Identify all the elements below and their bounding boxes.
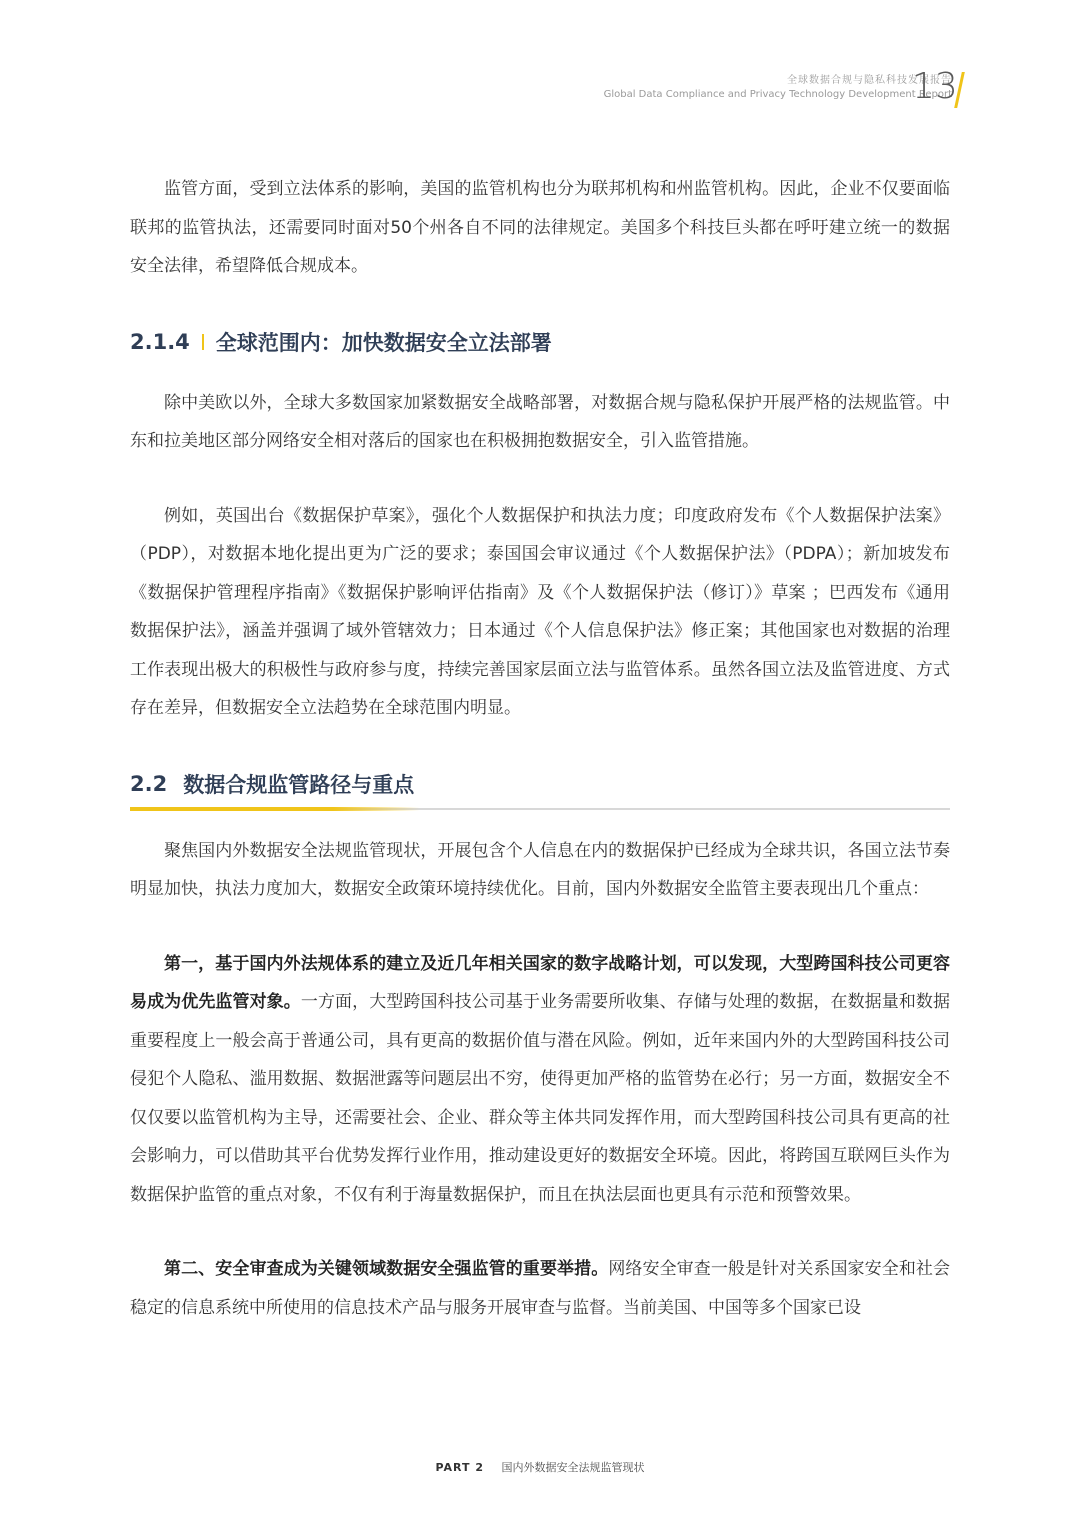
footer-part-label: PART 2: [435, 1461, 485, 1474]
header-title-cn: 全球数据合规与隐私科技发展报告: [787, 75, 952, 86]
heading-rule: [130, 808, 950, 810]
section-heading-2-2: [130, 764, 950, 804]
footer-part-title: 国内外数据安全法规监管现状: [501, 1461, 645, 1474]
heading-accent-bar: [202, 334, 204, 350]
paragraph-global-1: 除中美欧以外，全球大多数国家加紧数据安全战略部署，对数据合规与隐私保护开展严格的法规监管。中东和拉美地区部分网络安全相对落后的国家也在积极拥抱数据安全，引入监管措施。: [130, 392, 950, 451]
page-body: [130, 170, 950, 1327]
paragraph-second-point: [130, 1250, 950, 1327]
paragraph-intro: 监管方面，受到立法体系的影响，美国的监管机构也分为联邦机构和州监管机构。因此，企业不仅要面临联邦的监管执法，还需要同时面对50个州各自不同的法律规定。美国多个科技巨头都在呼吁建立统一的数据安全法律，希望降低合规成本。: [130, 179, 950, 276]
first-point-lead: 第一，基于国内外法规体系的建立及近几年相关国家的数字战略计划，可以发现，大型跨国科技公司更容易成为优先监管对象。: [130, 953, 950, 1012]
running-header: [604, 74, 952, 102]
section-title: 全球范围内：加快数据安全立法部署: [215, 330, 552, 355]
first-point-body: 一方面，大型跨国科技公司基于业务需要所收集、存储与处理的数据，在数据量和数据重要程度上一般会高于普通公司，具有更高的数据价值与潜在风险。例如，近年来国内外的大型跨国科技公司侵犯个人隐私、滥用数据、数据泄露等问题层出不穷，使得更加严格的监管势在必行；另一方面，数据安全不仅仅要以监管机构为主导，还需要社会、企业、群众等主体共同发挥作用，而大型跨国科技公司具有更高的社会影响力，可以借助其平台优势发挥行业作用，推动建设更好的数据安全环境。因此，将跨国互联网巨头作为数据保护监管的重点对象，不仅有利于海量数据保护，而且在执法层面也更具有示范和预警效果。: [130, 992, 951, 1205]
paragraph-first-point: [130, 945, 950, 1215]
paragraph-focus-intro: 聚焦国内外数据安全法规监管现状，开展包含个人信息在内的数据保护已经成为全球共识，各国立法节奏明显加快，执法力度加大，数据安全政策环境持续优化。目前，国内外数据安全监管主要表现出几个重点：: [130, 840, 950, 899]
running-footer: [0, 1459, 1080, 1475]
section-number: 2.1.4: [130, 329, 190, 354]
section-heading-2-1-4: [130, 322, 950, 362]
second-point-body: 网络安全审查一般是针对关系国家安全和社会稳定的信息系统中所使用的信息技术产品与服务开展审查与监督。当前美国、中国等多个国家已设: [130, 1259, 951, 1318]
paragraph-global-2: 例如，英国出台《数据保护草案》，强化个人数据保护和执法力度；印度政府发布《个人数据保护法案》（PDP），对数据本地化提出更为广泛的要求；泰国国会审议通过《个人数据保护法》（PDPA）；新加坡发布《数据保护管理程序指南》《数据保护影响评估指南》及《个人数据保护法（修订）》草案 ；巴西发布《通用数据保护法》，涵盖并强调了域外管辖效力；日本通过《个人信息保护法》修正案；其他国家也对数据的治理工作表现出极大的积极性与政府参与度，持续完善国家层面立法与监管体系。虽然各国立法及监管进度、方式存在差异，但数据安全立法趋势在全球范围内明显。: [130, 505, 950, 718]
page-number: 13: [912, 66, 958, 107]
section-number: 2.2: [130, 771, 168, 796]
second-point-lead: 第二、安全审查成为关键领域数据安全强监管的重要举措。: [164, 1259, 609, 1279]
section-title: 数据合规监管路径与重点: [183, 772, 415, 797]
header-title-en: Global Data Compliance and Privacy Technology Development Report: [603, 89, 952, 100]
